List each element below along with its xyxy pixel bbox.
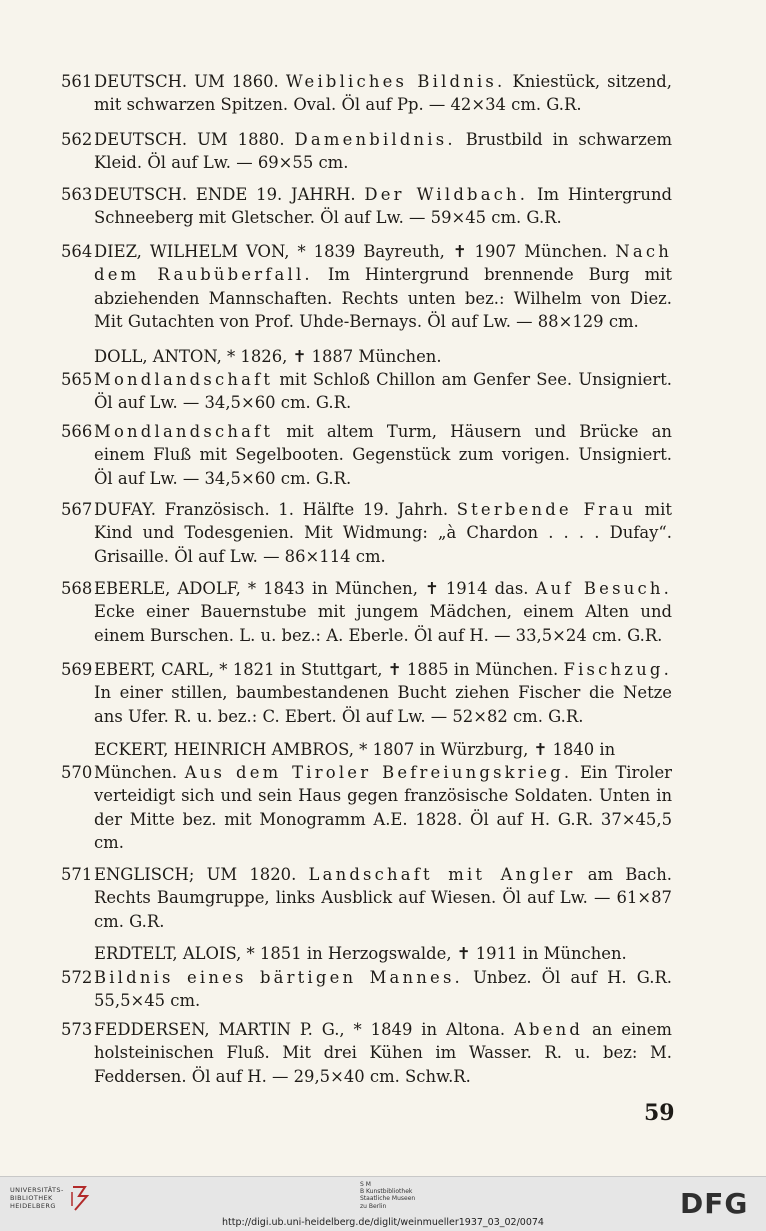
catalog-entry: DEUTSCH. UM 1860. Weibliches Bildnis. Kniestück, sitzend, mit schwarzen Spitzen. Oval. Öl auf Pp. — 42×34 cm. G.R. <box>94 72 673 115</box>
entry-number: 568 <box>61 579 93 598</box>
center-line: zu Berlin <box>360 1202 387 1210</box>
center-line: Staatliche Museen <box>360 1195 416 1203</box>
catalog-entry: EBERLE, ADOLF, * 1843 in München, ✝ 1914 das. Auf Besuch. Ecke einer Bauernstube mit jungem Mädchen, einem Alten und einem Burschen. L. u. bez.: A. Eberle. Öl auf H. — 33,5×24 cm. G.R. <box>94 579 672 645</box>
center-line: S M <box>360 1181 371 1188</box>
page-number: 59 <box>644 1100 675 1126</box>
entry-number: 565 <box>61 370 93 389</box>
university-logo-icon <box>69 1184 91 1212</box>
uni-line: HEIDELBERG <box>10 1202 56 1210</box>
catalog-entry: DUFAY. Französisch. 1. Hälfte 19. Jahrh. Sterbende Frau mit Kind und Todesgenien. Mit Widmung: „à Chardon . . . . Dufay“. Grisaille. Öl auf Lw. — 86×114 cm. <box>94 500 672 566</box>
source-url-link[interactable]: http://digi.ub.uni-heidelberg.de/diglit/weinmueller1937_03_02/0074 <box>222 1217 544 1228</box>
entry-number: 570 <box>61 763 93 782</box>
center-line: B Kunstbibliothek <box>360 1188 413 1196</box>
university-library-label <box>10 1186 64 1210</box>
catalog-entry: ENGLISCH; UM 1820. Landschaft mit Angler am Bach. Rechts Baumgruppe, links Ausblick auf Wiesen. Öl auf Lw. — 61×87 cm. G.R. <box>94 865 672 931</box>
entry-number: 572 <box>61 968 93 987</box>
uni-line: UNIVERSITÄTS- <box>10 1186 64 1194</box>
catalog-entry: Mondlandschaft mit Schloß Chillon am Genfer See. Unsigniert. Öl auf Lw. — 34,5×60 cm. G.R. <box>94 370 672 413</box>
artist-heading: ERDTELT, ALOIS, * 1851 in Herzogswalde, ✝ 1911 in München. <box>94 944 627 963</box>
dfg-logo: DFG <box>680 1187 749 1220</box>
entry-number: 567 <box>61 500 93 519</box>
catalog-entry: EBERT, CARL, * 1821 in Stuttgart, ✝ 1885 in München. Fischzug. In einer stillen, baumbestandenen Bucht ziehen Fischer die Netze ans Ufer. R. u. bez.: C. Ebert. Öl auf Lw. — 52×82 cm. G.R. <box>94 660 672 726</box>
artist-heading: DOLL, ANTON, * 1826, ✝ 1887 München. <box>94 347 442 366</box>
entry-number: 562 <box>61 130 93 149</box>
entry-number: 566 <box>61 422 93 441</box>
catalog-entry: FEDDERSEN, MARTIN P. G., * 1849 in Altona. Abend an einem holsteinischen Fluß. Mit drei Kühen im Wasser. R. u. bez: M. Feddersen. Öl auf H. — 29,5×40 cm. Schw.R. <box>94 1020 672 1086</box>
digitization-footer <box>0 1176 766 1231</box>
catalog-entry: DEUTSCH. UM 1880. Damenbildnis. Brustbild in schwarzem Kleid. Öl auf Lw. — 69×55 cm. <box>94 130 673 173</box>
catalog-entry: DIEZ, WILHELM VON, * 1839 Bayreuth, ✝ 1907 München. Nach dem Raubüberfall. Im Hintergrund brennende Burg mit abziehenden Mannschaften. Rechts unten bez.: Wilhelm von Diez. Mit Gutachten von Prof. Uhde-Bernays. Öl auf Lw. — 88×129 cm. <box>94 242 673 331</box>
catalog-entry: Mondlandschaft mit altem Turm, Häusern und Brücke an einem Fluß mit Segelbooten. Gegenstück zum vorigen. Unsigniert. Öl auf Lw. — 34,5×60 cm. G.R. <box>94 422 672 488</box>
catalog-entry: Bildnis eines bärtigen Mannes. Unbez. Öl auf H. G.R. 55,5×45 cm. <box>94 968 672 1011</box>
entry-number: 569 <box>61 660 93 679</box>
catalog-entry: München. Aus dem Tiroler Befreiungskrieg. Ein Tiroler verteidigt sich und sein Haus gegen französische Soldaten. Unten in der Mitte bez. mit Monogramm A.E. 1828. Öl auf H. G.R. 37×45,5 cm. <box>94 763 672 852</box>
entry-number: 564 <box>61 242 93 261</box>
catalog-entry: DEUTSCH. ENDE 19. JAHRH. Der Wildbach. Im Hintergrund Schneeberg mit Gletscher. Öl auf Lw. — 59×45 cm. G.R. <box>94 185 672 228</box>
artist-heading: ECKERT, HEINRICH AMBROS, * 1807 in Würzburg, ✝ 1840 in <box>94 740 616 759</box>
entry-number: 563 <box>61 185 93 204</box>
entry-number: 573 <box>61 1020 93 1039</box>
uni-line: BIBLIOTHEK <box>10 1194 53 1202</box>
entry-number: 571 <box>61 865 93 884</box>
kunstbibliothek-label <box>360 1181 415 1210</box>
entry-number: 561 <box>61 72 93 91</box>
